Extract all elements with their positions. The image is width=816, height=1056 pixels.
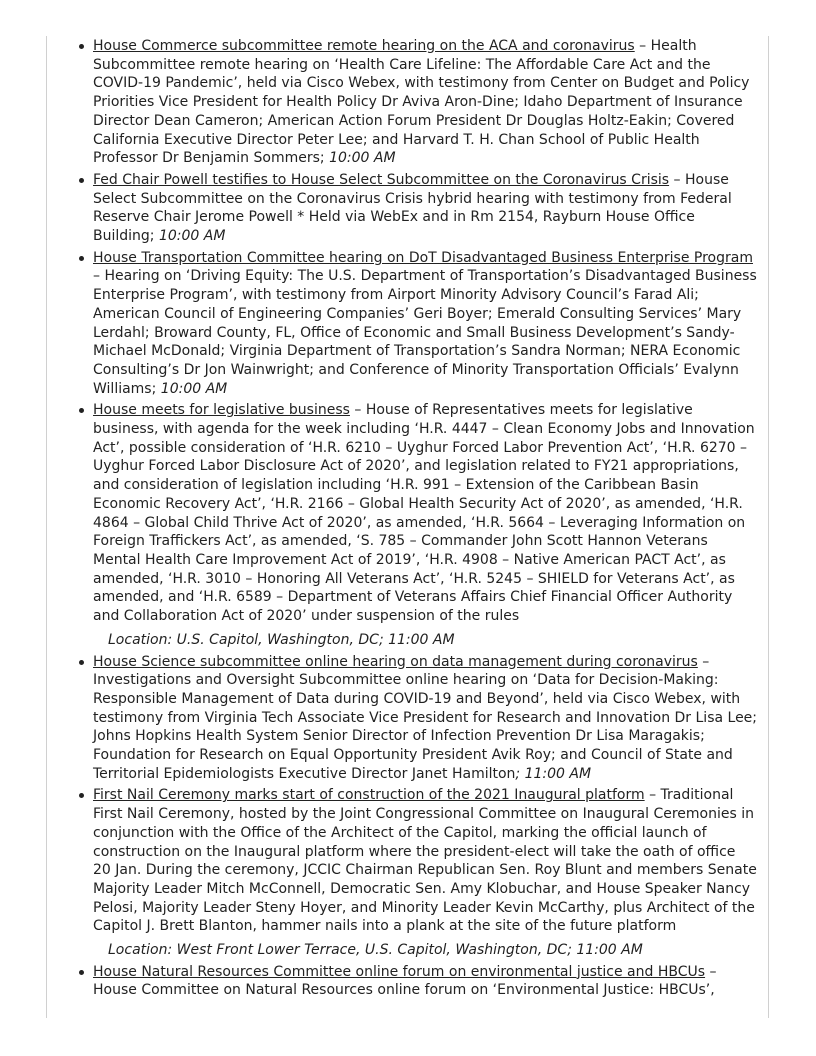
event-title-link[interactable]: House Natural Resources Committee online forum on environmental justice and HBCUs [93,963,706,980]
event-time: 10:00 AM [329,150,396,167]
list-item [93,249,757,399]
event-description: – House Select Subcommittee on the Coronavirus Crisis hybrid hearing with testimony from Federal Reserve Chair Jerome Powell * Held via WebEx and in Rm 2154, Rayburn House Office Building; [93,171,732,245]
event-title-link[interactable]: First Nail Ceremony marks start of construction of the 2021 Inaugural platform [93,787,645,804]
events-list [93,37,757,1000]
event-time: ; 11:00 AM [515,765,592,782]
list-item [93,963,757,1000]
event-title-link[interactable]: House Science subcommittee online hearing on data management during coronavirus [93,653,698,670]
event-description: – House Committee on Natural Resources online forum on ‘Environmental Justice: HBCUs’, [93,963,717,999]
list-item [93,171,757,246]
events-content [93,37,757,1003]
event-title-link[interactable]: House Transportation Committee hearing on DoT Disadvantaged Business Enterprise Program [93,249,753,266]
event-time: 10:00 AM [160,380,228,397]
event-title-link[interactable]: House meets for legislative business [93,402,350,419]
list-item [93,653,757,784]
list-item [93,37,757,168]
event-description: – Health Subcommittee remote hearing on ‘Health Care Lifeline: The Affordable Care Act and the COVID-19 Pandemic’, held via Cisco Webex, with testimony from Center on Budget and Policy Priorities Vice President for Health Policy Dr Aviva Aron-Dine; Idaho Department of Insurance Director Dean Cameron; American Action Forum President Dr Douglas Holtz-Eakin; Covered California Executive Director Peter Lee; and Harvard T. H. Chan School of Public Health Professor Dr Benjamin Sommers; [93,38,750,167]
event-description: – Investigations and Oversight Subcommittee online hearing on ‘Data for Decision-Making: Responsible Management of Data during COVID-19 and Beyond’, held via Cisco Webex, with testimony from Virginia Tech Associate Vice President for Research and Innovation Dr Lisa Lee; Johns Hopkins Health System Senior Director of Infection Prevention Dr Lisa Maragakis; Foundation for Research on Equal Opportunity President Avik Roy; and Council of State and Territorial Epidemiologists Executive Director Janet Hamilton [93,653,758,782]
event-location: Location: U.S. Capitol, Washington, DC; 11:00 AM [108,631,455,648]
event-description: – Hearing on ‘Driving Equity: The U.S. Department of Transportation’s Disadvantaged Business Enterprise Program’, with testimony from Airport Minority Advisory Council’s Farad Ali; American Council of Engineering Companies’ Geri Boyer; Emerald Consulting Services’ Mary Lerdahl; Broward County, FL, Office of Economic and Small Business Development’s Sandy-Michael McDonald; Virginia Department of Transportation’s Sandra Norman; NERA Economic Consulting’s Dr Jon Wainwright; and Conference of Minority Transportation Officials’ Evalynn Williams; [93,268,757,397]
event-location: Location: West Front Lower Terrace, U.S. Capitol, Washington, DC; 11:00 AM [108,942,643,959]
list-item [93,401,757,649]
event-description: – Traditional First Nail Ceremony, hosted by the Joint Congressional Committee on Inaugural Ceremonies in conjunction with the Office of the Architect of the Capitol, marking the official launch of construction on the Inaugural platform where the president-elect will take the oath of office 20 Jan. During the ceremony, JCCIC Chairman Republican Sen. Roy Blunt and members Senate Majority Leader Mitch McConnell, Democratic Sen. Amy Klobuchar, and House Speaker Nancy Pelosi, Majority Leader Steny Hoyer, and Minority Leader Kevin McCarthy, plus Architect of the Capitol J. Brett Blanton, hammer nails into a plank at the site of the future platform [93,787,757,935]
event-title-link[interactable]: Fed Chair Powell testifies to House Select Subcommittee on the Coronavirus Crisis [93,171,670,188]
list-item [93,786,757,959]
event-title-link[interactable]: House Commerce subcommittee remote hearing on the ACA and coronavirus [93,38,635,54]
event-time: 10:00 AM [158,228,226,245]
event-description: – House of Representatives meets for legislative business, with agenda for the week including ‘H.R. 4447 – Clean Economy Jobs and Innovation Act’, possible consideration of ‘H.R. 6210 – Uyghur Forced Labor Prevention Act’, ‘H.R. 6270 – Uyghur Forced Labor Disclosure Act of 2020’, and legislation related to FY21 appropriations, and consideration of legislation including ‘H.R. 991 – Extension of the Caribbean Basin Economic Recovery Act’, ‘H.R. 2166 – Global Health Security Act of 2020’, as amended, ‘H.R. 4864 – Global Child Thrive Act of 2020’, as amended, ‘H.R. 5664 – Leveraging Information on Foreign Traffickers Act’, as amended, ‘S. 785 – Commander John Scott Hannon Veterans Mental Health Care Improvement Act of 2019’, ‘H.R. 4908 – Native American PACT Act’, as amended, ‘H.R. 3010 – Honoring All Veterans Act’, ‘H.R. 5245 – SHIELD for Veterans Act’, as amended, and ‘H.R. 6589 – Department of Veterans Affairs Chief Financial Officer Authority and Collaboration Act of 2020’ under suspension of the rules [93,402,755,625]
